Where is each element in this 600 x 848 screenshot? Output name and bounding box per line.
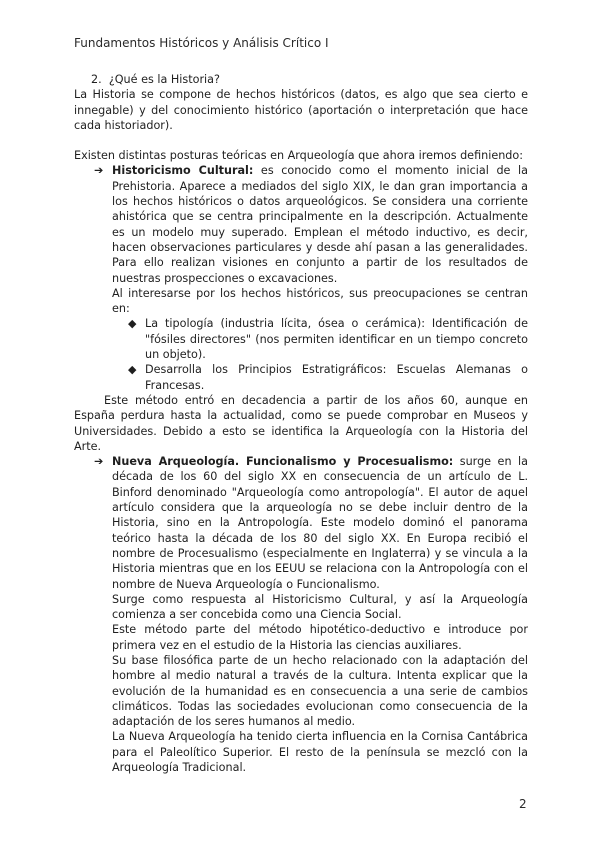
sub-bullet-text: La tipología (industria lícita, ósea o cerámica): Identificación de "fósiles directores" (nos permiten identificar en un tiempo concreto un objeto). [145,317,528,362]
page-header: Fundamentos Históricos y Análisis Crítico I [74,36,329,50]
nueva-paragraph-3: Este método parte del método hipotético-deductivo e introduce por primera vez en el estudio de la Historia las ciencias auxiliares. [112,623,528,652]
postures-intro-paragraph: Existen distintas posturas teóricas en Arqueología que ahora iremos definiendo: [74,149,524,163]
nueva-paragraph-5: La Nueva Arqueología ha tenido cierta influencia en la Cornisa Cantábrica para el Paleolítico Superior. El resto de la península se mezcló con la Arqueología Tradicional. [112,730,528,775]
sub-bullet-tipologia [74,316,528,362]
historicismo-paragraph [112,163,528,285]
sub-bullet-estratigrafia [74,362,528,393]
nueva-text: surge en la década de los 60 del siglo XX en consecuencia de un artículo de L. Binford denominado "Arqueología como antropología". El autor de aquel artículo considera que la arqueología no se debe incluir dentro de la Historia, sino en la Antropología. Este modelo dominó el panorama teórico hasta la década de los 80 del siglo XX. En Europa recibió el nombre de Procesualismo (especialmente en Inglaterra) y se vincula a la Historia mientras que en los EEUU se relaciona con la Antropología con el nombre de Nueva Arqueología o Funcionalismo. [112,455,528,591]
diamond-icon: ◆ [128,363,137,377]
nueva-paragraph-4: Su base filosófica parte de un hecho relacionado con la adaptación del hombre al medio natural a través de la cultura. Intenta explicar que la evolución de la humanidad es en consecuencia a una serie de cambios climáticos. Todas las sociedades evolucionan como consecuencia de la adaptación de los seres humanos al medio. [112,653,528,729]
nueva-paragraph [112,454,528,592]
page-content [74,72,528,775]
decline-paragraph: Este método entró en decadencia a partir de los años 60, aunque en España perdura hasta la actualidad, como se puede comprobar en Museos y Universidades. Debido a esto se identifica la Arqueología con la Historia del Arte. [74,393,528,453]
historicismo-title: Historicismo Cultural: [112,164,254,178]
historicismo-concerns: Al interesarse por los hechos históricos, sus preocupaciones se centran en: [112,286,528,316]
historicismo-text: es conocido como el momento inicial de la Prehistoria. Aparece a mediados del siglo XIX, le dan gran importancia a los hechos históricos o datos arqueológicos. Se considera una corriente ahistórica que se centra principalmente en la descripción. Actualmente es un modelo muy superado. Emplean el método inductivo, es decir, hacen observaciones particulares y desde ahí pasan a las generalidades. Para ello realizan visiones en conjunto a partir de los resultados de nuestras prospecciones o excavaciones. [112,164,528,285]
bullet-historicismo [74,163,528,316]
nueva-paragraph-2: Surge como respuesta al Historicismo Cultural, y así la Arqueología comienza a ser concebida como una Ciencia Social. [112,592,528,622]
sub-bullet-text: Desarrolla los Principios Estratigráficos: Escuelas Alemanas o Francesas. [145,363,528,392]
nueva-title: Nueva Arqueología. Funcionalismo y Procesualismo: [112,455,454,469]
question-number: 2. [91,73,102,86]
diamond-icon: ◆ [128,317,137,331]
question-text: ¿Qué es la Historia? [108,73,220,86]
section-question [74,72,528,87]
arrow-right-icon: ➔ [94,164,104,178]
paragraph-gap [74,133,528,148]
bullet-nueva-arqueologia [74,454,528,775]
page-number: 2 [519,797,527,811]
intro-paragraph: La Historia se compone de hechos históricos (datos, es algo que sea cierto e innegable) y del conocimiento histórico (aportación o interpretación que hace cada historiador). [74,88,528,132]
arrow-right-icon: ➔ [94,455,104,469]
